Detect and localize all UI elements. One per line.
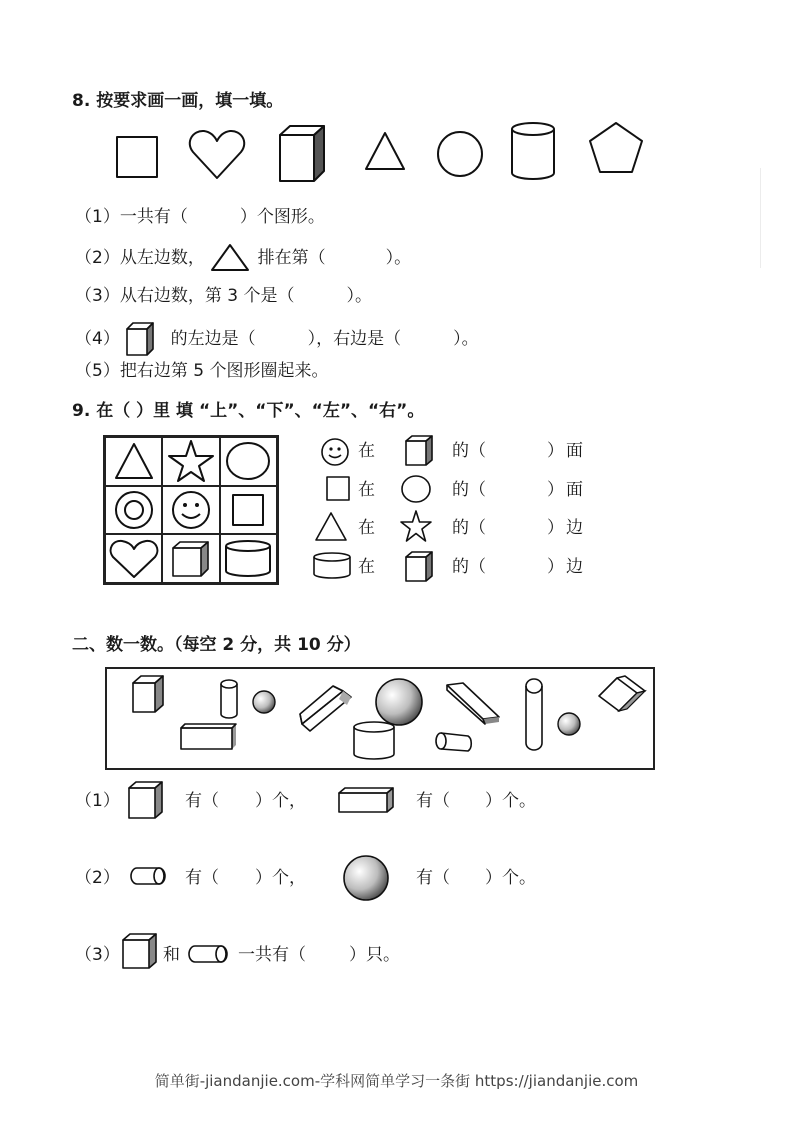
star-icon [400,510,432,544]
answer-blank[interactable] [455,786,483,812]
text-suffix: 面 [566,441,583,461]
smiley-icon [320,437,350,467]
text-close: ） [547,480,564,500]
item-text: 从右边数，第 3 个是（ [119,286,295,306]
cuboid-icon [278,125,328,183]
item-number: （3） [75,945,120,965]
cube-icon [599,676,645,711]
answer-blank[interactable] [492,553,544,579]
grid-cell [220,534,277,583]
item-text: 一共有（ [238,945,306,965]
item-number: （2） [75,868,120,888]
cube-icon [133,676,163,712]
cuboid-icon [125,322,165,356]
item-text: 从左边数， [119,248,205,268]
grid-cell [105,534,162,583]
circle-icon [400,474,432,504]
q8-title: 8. 按要求画一画，填一填。 [72,91,284,111]
item-text: 有（ [185,791,219,811]
item-text: ）个图形。 [239,207,325,227]
grid-cell [220,486,277,535]
cube-icon [121,932,159,970]
heart-icon [189,130,245,180]
grid-cell [105,486,162,535]
pentagon-icon [589,122,645,174]
q8-item-2 [75,244,411,272]
cube-icon [171,540,211,578]
cylinder-icon [354,722,394,759]
item-text: ）个， [255,868,306,888]
cuboid-icon [337,786,395,814]
text-zai: 在 [358,480,375,500]
answer-blank[interactable] [315,940,347,966]
heart-icon [109,539,159,579]
cylinder-icon [187,944,229,964]
text-zai: 在 [358,557,375,577]
triangle-icon [364,131,406,171]
text-close: ） [547,518,564,538]
cylinder-icon [224,539,272,579]
item-text: ）个， [255,791,306,811]
item-number: （1） [75,207,120,227]
item-text: 把右边第 5 个图形圈起来。 [119,361,329,381]
grid-cell [162,486,219,535]
q8-item-4 [75,322,479,356]
text-de: 的（ [452,518,486,538]
item-text: ）。 [453,329,479,349]
solids-picture-box [105,667,655,770]
item-number: （2） [75,248,120,268]
text-suffix: 面 [566,480,583,500]
cuboid-icon [300,686,351,731]
item-number: （4） [75,329,120,349]
section2-title: 二、数一数。（每空 2 分，共 10 分） [72,635,361,655]
item-text: ）个。 [485,868,536,888]
item-text: ）只。 [349,945,400,965]
item-text: ），右边是（ [307,329,402,349]
item-text: 有（ [416,791,450,811]
sphere-icon [341,855,391,901]
item-number: （3） [75,286,120,306]
triangle-icon [314,512,348,542]
circle-icon [436,130,484,178]
text-suffix: 边 [566,518,583,538]
answer-blank[interactable] [223,863,251,889]
cube-icon [404,551,434,583]
grid-cell [162,437,219,486]
q8-item-1 [75,206,325,228]
square-icon [116,136,158,178]
cylinder-icon [436,733,471,751]
item-text: ）。 [385,248,412,268]
cylinder-icon [129,866,167,886]
text-de: 的（ [452,480,486,500]
ring-icon [114,490,154,530]
sphere-icon [253,691,275,713]
item-text: ）个。 [485,791,536,811]
q8-item-5 [75,360,328,382]
cylinder-icon [221,680,237,718]
cube-icon [404,435,434,467]
text-close: ） [547,441,564,461]
triangle-icon [114,442,154,480]
cube-icon [127,780,165,820]
answer-blank[interactable] [492,437,544,463]
grid-cell [105,437,162,486]
square-icon [232,494,264,526]
item-text: 有（ [416,868,450,888]
text-close: ） [547,557,564,577]
triangle-icon [210,244,252,272]
q9-title: 9. 在（ ）里 填 “上”、“下”、“左”、“右”。 [72,401,425,421]
q8-item-3 [75,285,372,307]
item-number: （1） [75,791,120,811]
answer-blank[interactable] [223,786,251,812]
text-de: 的（ [452,557,486,577]
item-text: 有（ [185,868,219,888]
text-de: 的（ [452,441,486,461]
item-text: 排在第（ [257,248,326,268]
cylinder-icon [312,552,352,580]
text-zai: 在 [358,518,375,538]
star-icon [167,439,215,483]
solids-illustration [107,669,653,768]
sphere-icon [558,713,580,735]
item-text: 的左边是（ [170,329,256,349]
scan-artifact [760,168,761,268]
q9-shape-grid [103,435,279,585]
grid-cell [220,437,277,486]
item-text: ）。 [346,286,372,306]
item-text: 和 [163,945,180,965]
answer-blank[interactable] [492,476,544,502]
cuboid-icon [447,683,499,724]
item-number: （5） [75,361,120,381]
cylinder-icon [526,679,542,750]
answer-blank[interactable] [492,514,544,540]
sphere-icon [376,679,422,725]
ellipse-icon [225,441,271,481]
text-suffix: 边 [566,557,583,577]
grid-cell [162,534,219,583]
smiley-icon [171,490,211,530]
cuboid-icon [181,724,236,749]
cylinder-icon [510,121,558,181]
text-zai: 在 [358,441,375,461]
item-text: 一共有（ [119,207,188,227]
footer-watermark: 简单街-jiandanjie.com-学科网简单学习一条街 https://jiandanjie.com [154,1072,639,1090]
answer-blank[interactable] [455,863,483,889]
square-icon [326,476,350,502]
